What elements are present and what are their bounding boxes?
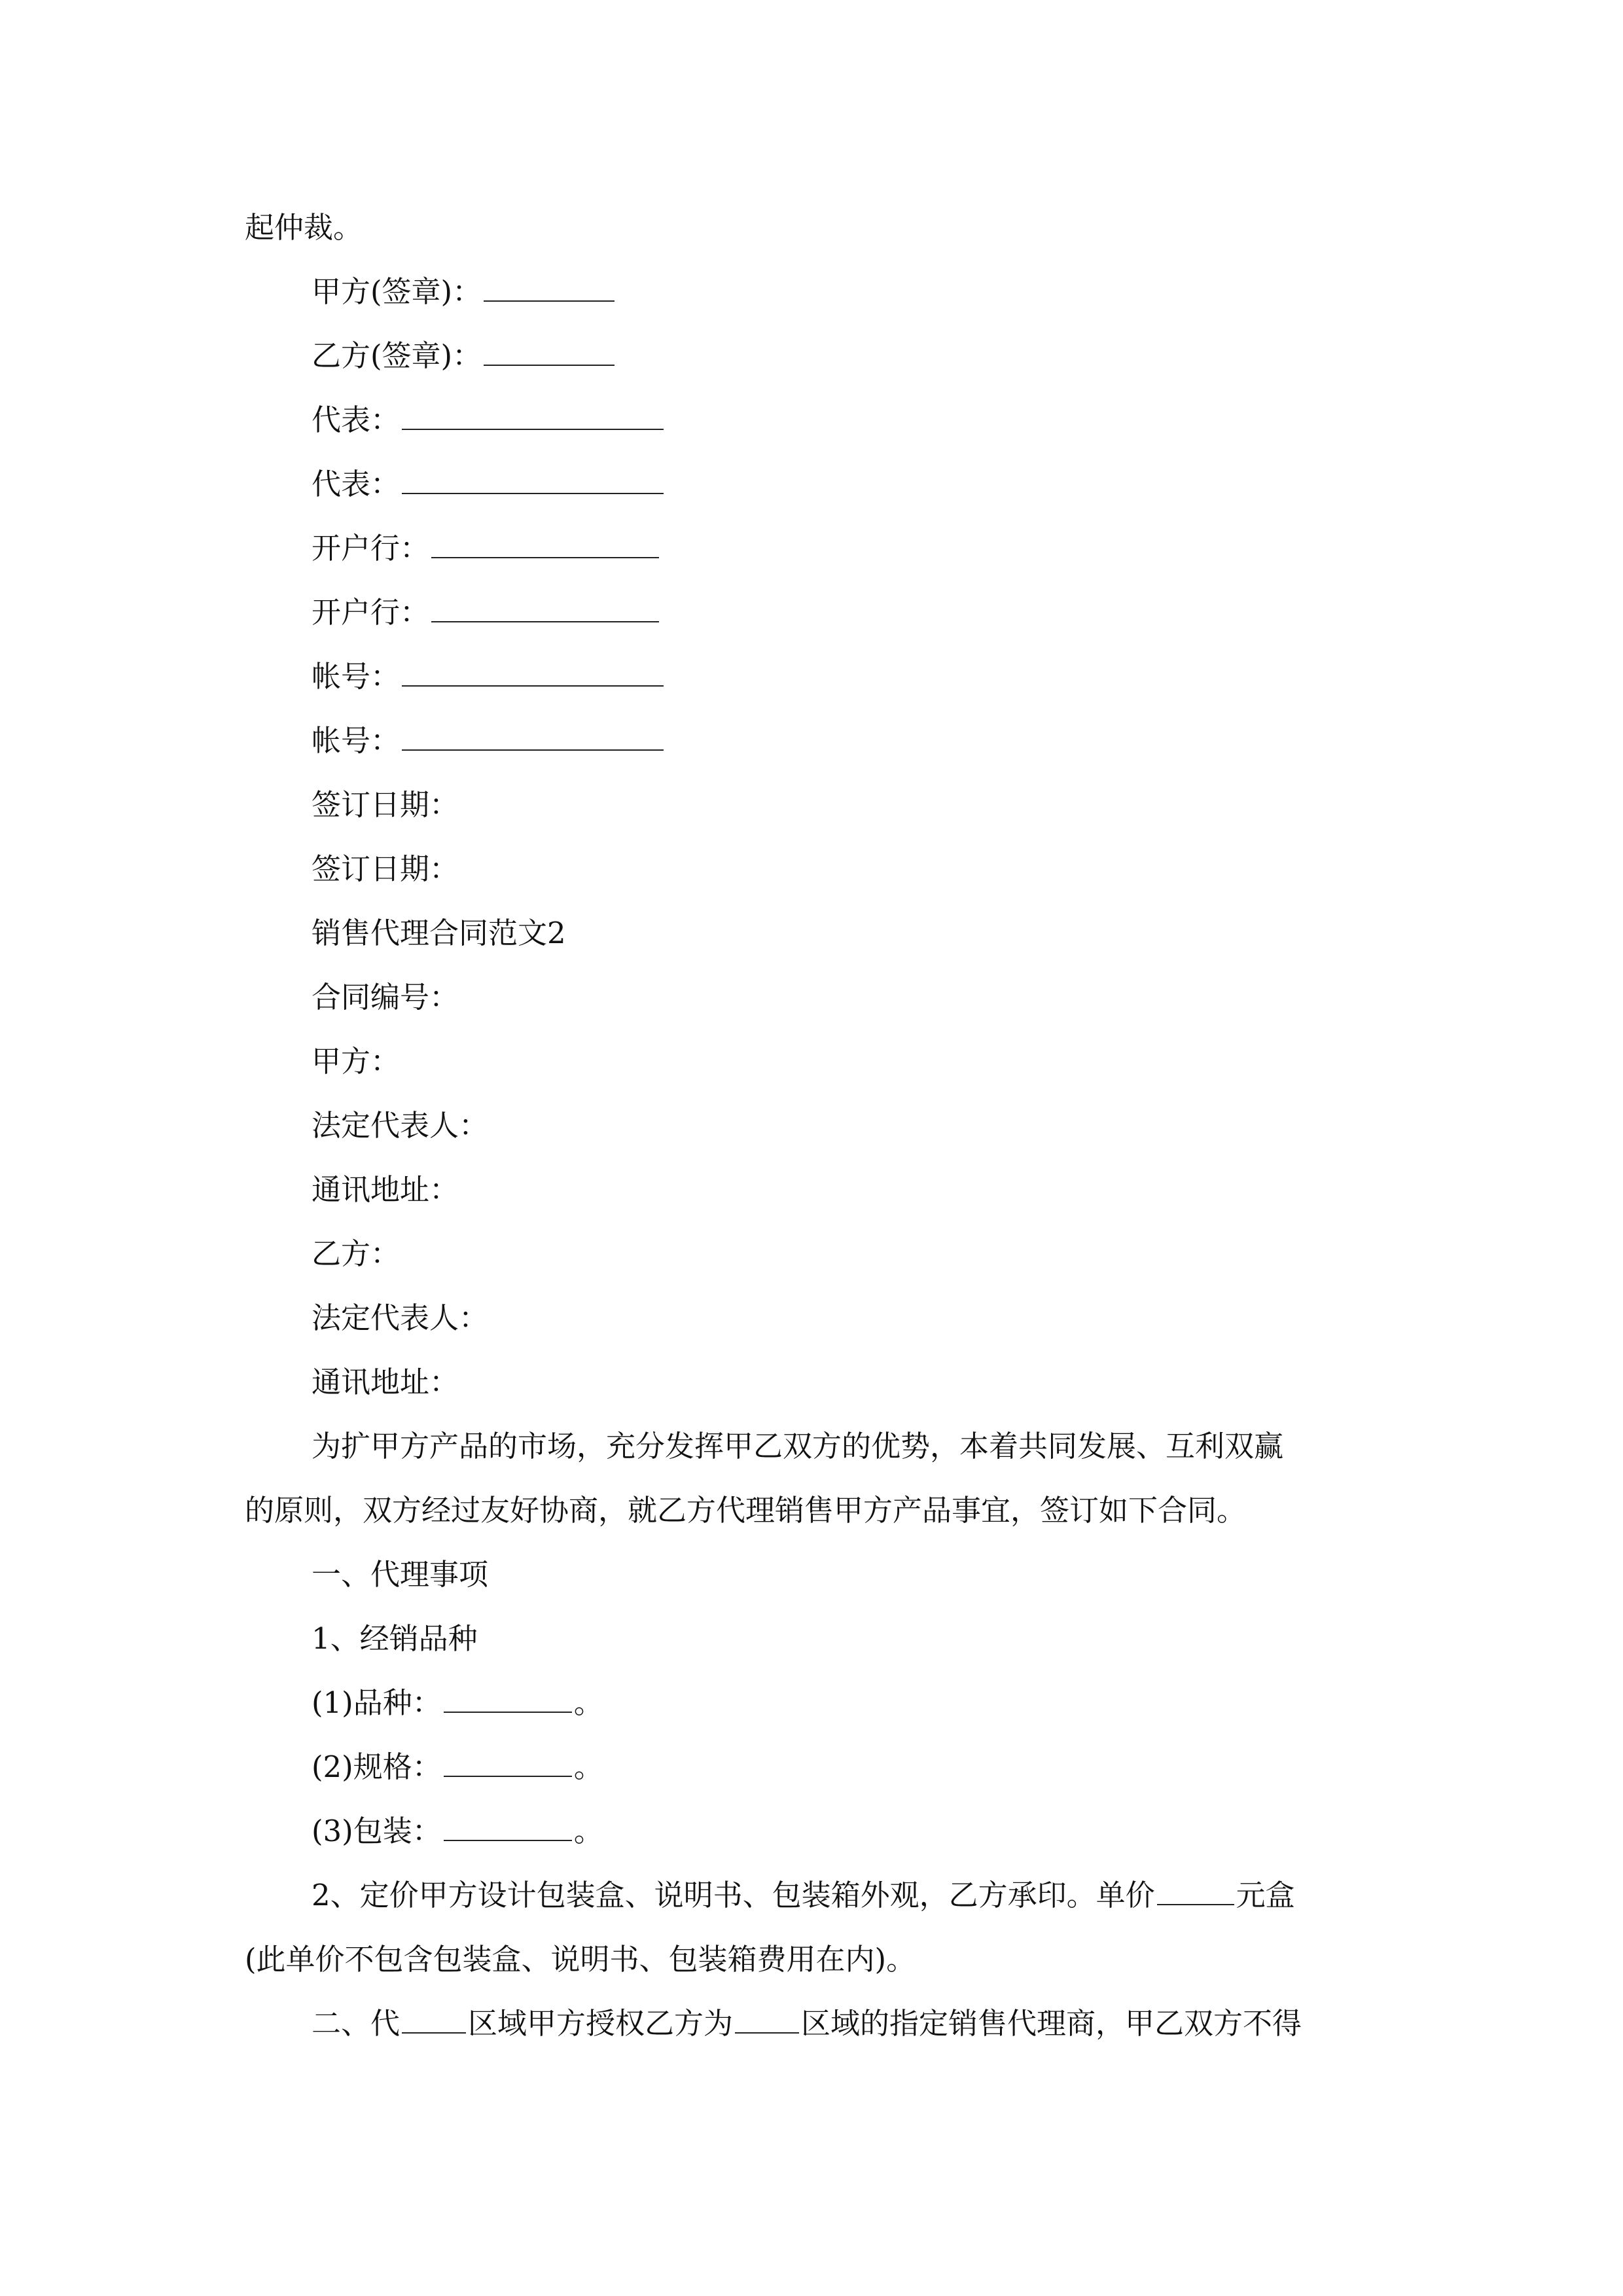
field-label: 乙方(签章)： (312, 338, 482, 373)
fill-blank (431, 595, 659, 622)
text-line (312, 1363, 459, 1402)
line-text: 乙方： (312, 1236, 401, 1271)
line-text: 通讯地址： (312, 1172, 459, 1207)
signature-field-party-a (312, 272, 616, 312)
representative-field (312, 465, 666, 504)
line-text: 甲方： (312, 1044, 401, 1079)
account-field (312, 721, 666, 761)
section-title (312, 914, 566, 953)
fill-blank (444, 1685, 572, 1713)
field-suffix: 。 (573, 1685, 603, 1720)
fill-blank (735, 2006, 799, 2034)
text-line (312, 785, 459, 825)
fill-blank (484, 274, 615, 302)
fill-blank (402, 467, 664, 494)
line-text: 法定代表人： (312, 1300, 489, 1335)
field-suffix: 。 (573, 1749, 603, 1784)
field-suffix: 。 (573, 1814, 603, 1848)
section-heading (312, 1555, 488, 1594)
fill-blank (431, 531, 659, 558)
field-label: 代表： (312, 467, 401, 501)
line-text: 法定代表人： (312, 1108, 489, 1143)
text-line (312, 1042, 400, 1081)
field-label: 代表： (312, 403, 401, 437)
region-line (312, 2004, 1302, 2043)
fill-blank (1157, 1878, 1234, 1905)
line-text: 签订日期： (312, 787, 459, 822)
text-line (312, 1299, 488, 1338)
field-label: 帐号： (312, 723, 401, 758)
paragraph-line (312, 1427, 1283, 1466)
paragraph-line (245, 1491, 1246, 1530)
field-middle: 区域甲方授权乙方为 (468, 2006, 734, 2041)
field-label: 开户行： (312, 531, 430, 565)
subsection-heading (312, 1619, 478, 1659)
field-suffix: 区域的指定销售代理商，甲乙双方不得 (801, 2006, 1302, 2041)
line-text: 为扩甲方产品的市场，充分发挥甲乙双方的优势，本着共同发展、互利双赢 (312, 1429, 1284, 1463)
text-line (312, 978, 459, 1017)
spec-field (312, 1748, 603, 1787)
line-text: 销售代理合同范文2 (312, 916, 566, 950)
line-text: 通讯地址： (312, 1365, 459, 1399)
bank-field (312, 593, 661, 632)
line-text: 一、代理事项 (312, 1557, 489, 1592)
fill-blank (402, 659, 664, 687)
bank-field (312, 529, 661, 568)
field-label: 2、定价甲方设计包装盒、说明书、包装箱外观，乙方承印。单价 (312, 1878, 1155, 1912)
account-field (312, 657, 666, 696)
packaging-field (312, 1812, 603, 1851)
text-line (312, 1106, 488, 1145)
signature-field-party-b (312, 336, 616, 376)
fill-blank (402, 403, 664, 430)
line-text: 签订日期： (312, 852, 459, 886)
text-line (245, 208, 363, 247)
line-text: (此单价不包含包装盒、说明书、包装箱费用在内)。 (245, 1942, 916, 1977)
representative-field (312, 401, 666, 440)
line-text: 1、经销品种 (312, 1621, 478, 1656)
field-label: 开户行： (312, 595, 430, 630)
fill-blank (402, 723, 664, 751)
fill-blank (444, 1814, 572, 1841)
field-label: (1)品种： (312, 1685, 442, 1720)
text-line (312, 1234, 400, 1274)
field-label: (2)规格： (312, 1749, 442, 1784)
field-label: 甲方(签章)： (312, 274, 482, 309)
fill-blank (402, 2006, 466, 2034)
field-label: (3)包装： (312, 1814, 442, 1848)
text-line (312, 850, 459, 889)
paragraph-line (245, 1940, 916, 1979)
field-label: 二、代 (312, 2006, 401, 2041)
text-line (312, 1170, 459, 1210)
pricing-line (312, 1876, 1295, 1915)
line-text: 的原则，双方经过友好协商，就乙方代理销售甲方产品事宜，签订如下合同。 (245, 1493, 1247, 1528)
fill-blank (444, 1749, 572, 1777)
line-text: 起仲裁。 (245, 210, 363, 245)
field-label: 帐号： (312, 659, 401, 694)
fill-blank (484, 338, 615, 366)
field-suffix: 元盒 (1236, 1878, 1295, 1912)
variety-field (312, 1683, 603, 1723)
line-text: 合同编号： (312, 980, 459, 1014)
